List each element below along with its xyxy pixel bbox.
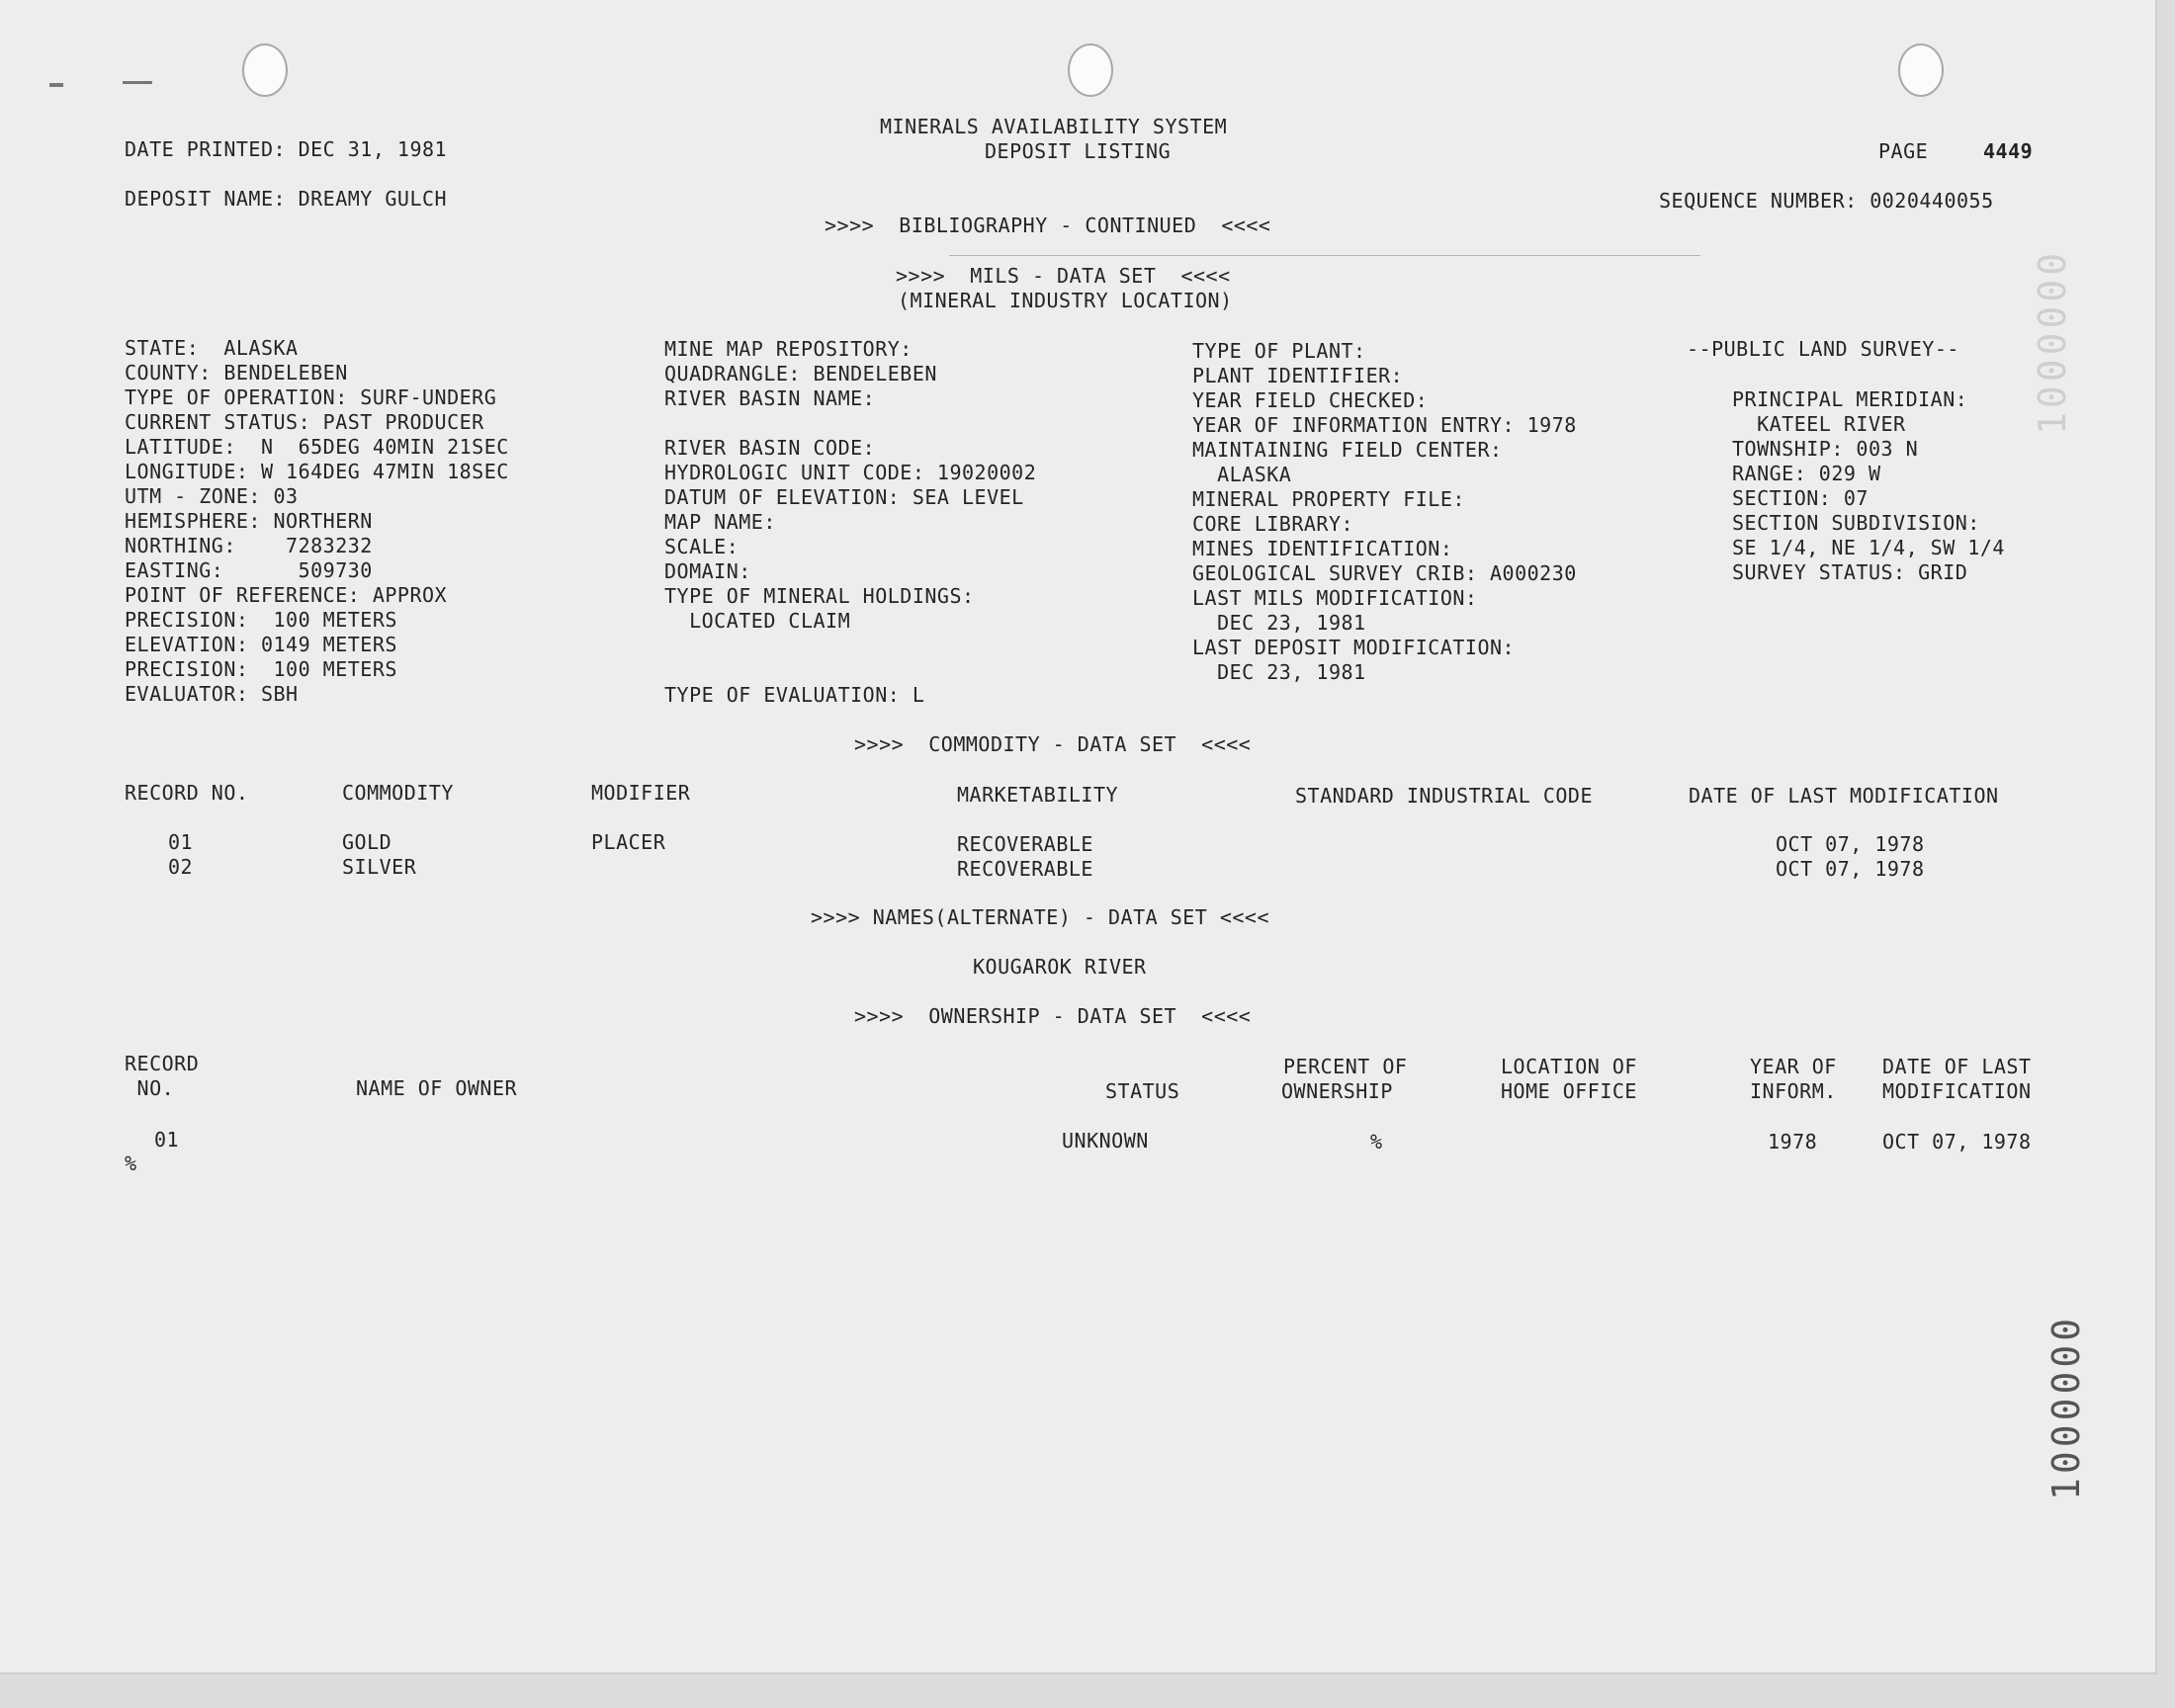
cell-record-no: 01 <box>168 830 194 854</box>
column-header-modifier: MODIFIER <box>591 781 691 805</box>
field-easting: EASTING: 509730 <box>125 558 373 582</box>
cell-commodity: GOLD <box>342 830 392 854</box>
ink-smudge <box>123 81 152 84</box>
column-header-status: STATUS <box>1105 1079 1180 1103</box>
column-header-marketability: MARKETABILITY <box>957 783 1119 807</box>
field-evaluation-type: TYPE OF EVALUATION: L <box>664 683 925 707</box>
date-printed: DATE PRINTED: DEC 31, 1981 <box>125 137 448 161</box>
microfiche-margin-code: 1000000 <box>2044 1314 2088 1500</box>
field-mineral-holdings-type: TYPE OF MINERAL HOLDINGS: <box>664 584 975 608</box>
field-year-info-entry: YEAR OF INFORMATION ENTRY: 1978 <box>1192 413 1577 437</box>
mils-subheading: (MINERAL INDUSTRY LOCATION) <box>898 289 1233 312</box>
field-range: RANGE: 029 W <box>1732 462 1881 485</box>
cell-status: UNKNOWN <box>1062 1129 1149 1153</box>
field-elevation-precision: PRECISION: 100 METERS <box>125 657 397 681</box>
field-mine-map-repository: MINE MAP REPOSITORY: <box>664 337 913 361</box>
field-elevation: ELEVATION: 0149 METERS <box>125 633 397 656</box>
field-northing: NORTHING: 7283232 <box>125 534 373 557</box>
column-header-modification: MODIFICATION <box>1882 1079 2032 1103</box>
field-evaluator: EVALUATOR: SBH <box>125 682 299 706</box>
listing-title: DEPOSIT LISTING <box>985 139 1172 163</box>
end-of-record-mark: % <box>125 1152 137 1175</box>
column-header-commodity: COMMODITY <box>342 781 454 805</box>
field-latitude: LATITUDE: N 65DEG 40MIN 21SEC <box>125 435 509 459</box>
column-header-date-modified: DATE OF LAST MODIFICATION <box>1689 784 1999 808</box>
field-core-library: CORE LIBRARY: <box>1192 512 1354 536</box>
field-last-deposit-modification-value: DEC 23, 1981 <box>1192 660 1366 684</box>
field-river-basin-name: RIVER BASIN NAME: <box>664 386 876 410</box>
names-heading: >>>> NAMES(ALTERNATE) - DATA SET <<<< <box>811 905 1270 929</box>
field-year-field-checked: YEAR FIELD CHECKED: <box>1192 388 1429 412</box>
field-township: TOWNSHIP: 003 N <box>1732 437 1919 461</box>
divider-line <box>949 255 1700 256</box>
field-map-name: MAP NAME: <box>664 510 776 534</box>
field-mineral-property-file: MINERAL PROPERTY FILE: <box>1192 487 1465 511</box>
punch-hole-right <box>1898 43 1944 97</box>
cell-percent: % <box>1370 1130 1383 1153</box>
cell-record-no: 02 <box>168 855 194 879</box>
punch-hole-center <box>1068 43 1113 97</box>
alternate-name: KOUGAROK RIVER <box>973 955 1147 979</box>
field-hemisphere: HEMISPHERE: NORTHERN <box>125 509 373 533</box>
cell-date-modified: OCT 07, 1978 <box>1776 832 1925 856</box>
ownership-heading: >>>> OWNERSHIP - DATA SET <<<< <box>854 1004 1252 1028</box>
field-hydrologic-unit-code: HYDROLOGIC UNIT CODE: 19020002 <box>664 461 1037 484</box>
column-header-year: YEAR OF <box>1750 1055 1837 1078</box>
deposit-name: DEPOSIT NAME: DREAMY GULCH <box>125 187 448 211</box>
column-header-record: RECORD <box>125 1052 200 1075</box>
column-header-owner-name: NAME OF OWNER <box>356 1076 518 1100</box>
field-plant-identifier: PLANT IDENTIFIER: <box>1192 364 1404 387</box>
column-header-ownership: OWNERSHIP <box>1281 1079 1393 1103</box>
column-header-no: NO. <box>125 1076 175 1100</box>
field-quadrangle: QUADRANGLE: BENDELEBEN <box>664 362 937 385</box>
field-longitude: LONGITUDE: W 164DEG 47MIN 18SEC <box>125 460 509 483</box>
faint-margin-code: 1000000 <box>2031 248 2074 435</box>
field-maintaining-center-value: ALASKA <box>1192 463 1292 486</box>
page-label: PAGE <box>1878 139 1929 163</box>
cell-year: 1978 <box>1768 1130 1818 1153</box>
field-scale: SCALE: <box>664 535 740 558</box>
cell-marketability: RECOVERABLE <box>957 857 1093 881</box>
field-mines-identification: MINES IDENTIFICATION: <box>1192 537 1453 560</box>
system-title: MINERALS AVAILABILITY SYSTEM <box>880 115 1228 138</box>
column-header-home-office: HOME OFFICE <box>1501 1079 1637 1103</box>
cell-modifier: PLACER <box>591 830 666 854</box>
cell-date-modified: OCT 07, 1978 <box>1882 1130 2032 1153</box>
field-maintaining-center: MAINTAINING FIELD CENTER: <box>1192 438 1503 462</box>
cell-marketability: RECOVERABLE <box>957 832 1093 856</box>
cell-record-no: 01 <box>154 1128 180 1152</box>
field-last-mils-modification: LAST MILS MODIFICATION: <box>1192 586 1478 610</box>
page-number: 4449 <box>1983 139 2034 163</box>
column-header-sic: STANDARD INDUSTRIAL CODE <box>1295 784 1593 808</box>
field-point-of-reference: POINT OF REFERENCE: APPROX <box>125 583 448 607</box>
field-last-deposit-modification: LAST DEPOSIT MODIFICATION: <box>1192 636 1516 659</box>
column-header-date-last: DATE OF LAST <box>1882 1055 2032 1078</box>
sequence-number: SEQUENCE NUMBER: 0020440055 <box>1659 189 1994 213</box>
bibliography-heading: >>>> BIBLIOGRAPHY - CONTINUED <<<< <box>825 214 1271 237</box>
column-header-inform: INFORM. <box>1750 1079 1837 1103</box>
field-utm-zone: UTM - ZONE: 03 <box>125 484 299 508</box>
field-principal-meridian: PRINCIPAL MERIDIAN: <box>1732 387 1968 411</box>
field-plant-type: TYPE OF PLANT: <box>1192 339 1366 363</box>
ink-smudge <box>49 83 63 87</box>
cell-date-modified: OCT 07, 1978 <box>1776 857 1925 881</box>
column-header-record-no: RECORD NO. <box>125 781 249 805</box>
field-survey-status: SURVEY STATUS: GRID <box>1732 560 1968 584</box>
field-section-subdivision: SECTION SUBDIVISION: <box>1732 511 1980 535</box>
field-domain: DOMAIN: <box>664 559 751 583</box>
field-mineral-holdings-value: LOCATED CLAIM <box>664 609 851 633</box>
field-state: STATE: ALASKA <box>125 336 299 360</box>
mils-heading: >>>> MILS - DATA SET <<<< <box>896 264 1231 288</box>
field-current-status: CURRENT STATUS: PAST PRODUCER <box>125 410 484 434</box>
field-datum-of-elevation: DATUM OF ELEVATION: SEA LEVEL <box>664 485 1024 509</box>
field-last-mils-modification-value: DEC 23, 1981 <box>1192 611 1366 635</box>
field-precision: PRECISION: 100 METERS <box>125 608 397 632</box>
field-section-subdivision-value: SE 1/4, NE 1/4, SW 1/4 <box>1732 536 2005 559</box>
public-land-survey-title: --PUBLIC LAND SURVEY-- <box>1687 337 1959 361</box>
column-header-percent: PERCENT OF <box>1283 1055 1408 1078</box>
field-principal-meridian-value: KATEEL RIVER <box>1732 412 1906 436</box>
cell-commodity: SILVER <box>342 855 417 879</box>
field-county: COUNTY: BENDELEBEN <box>125 361 348 384</box>
punch-hole-left <box>242 43 288 97</box>
column-header-location: LOCATION OF <box>1501 1055 1637 1078</box>
field-geological-survey-crib: GEOLOGICAL SURVEY CRIB: A000230 <box>1192 561 1577 585</box>
field-section: SECTION: 07 <box>1732 486 1869 510</box>
commodity-heading: >>>> COMMODITY - DATA SET <<<< <box>854 732 1252 756</box>
field-operation-type: TYPE OF OPERATION: SURF-UNDERG <box>125 385 497 409</box>
field-river-basin-code: RIVER BASIN CODE: <box>664 436 876 460</box>
